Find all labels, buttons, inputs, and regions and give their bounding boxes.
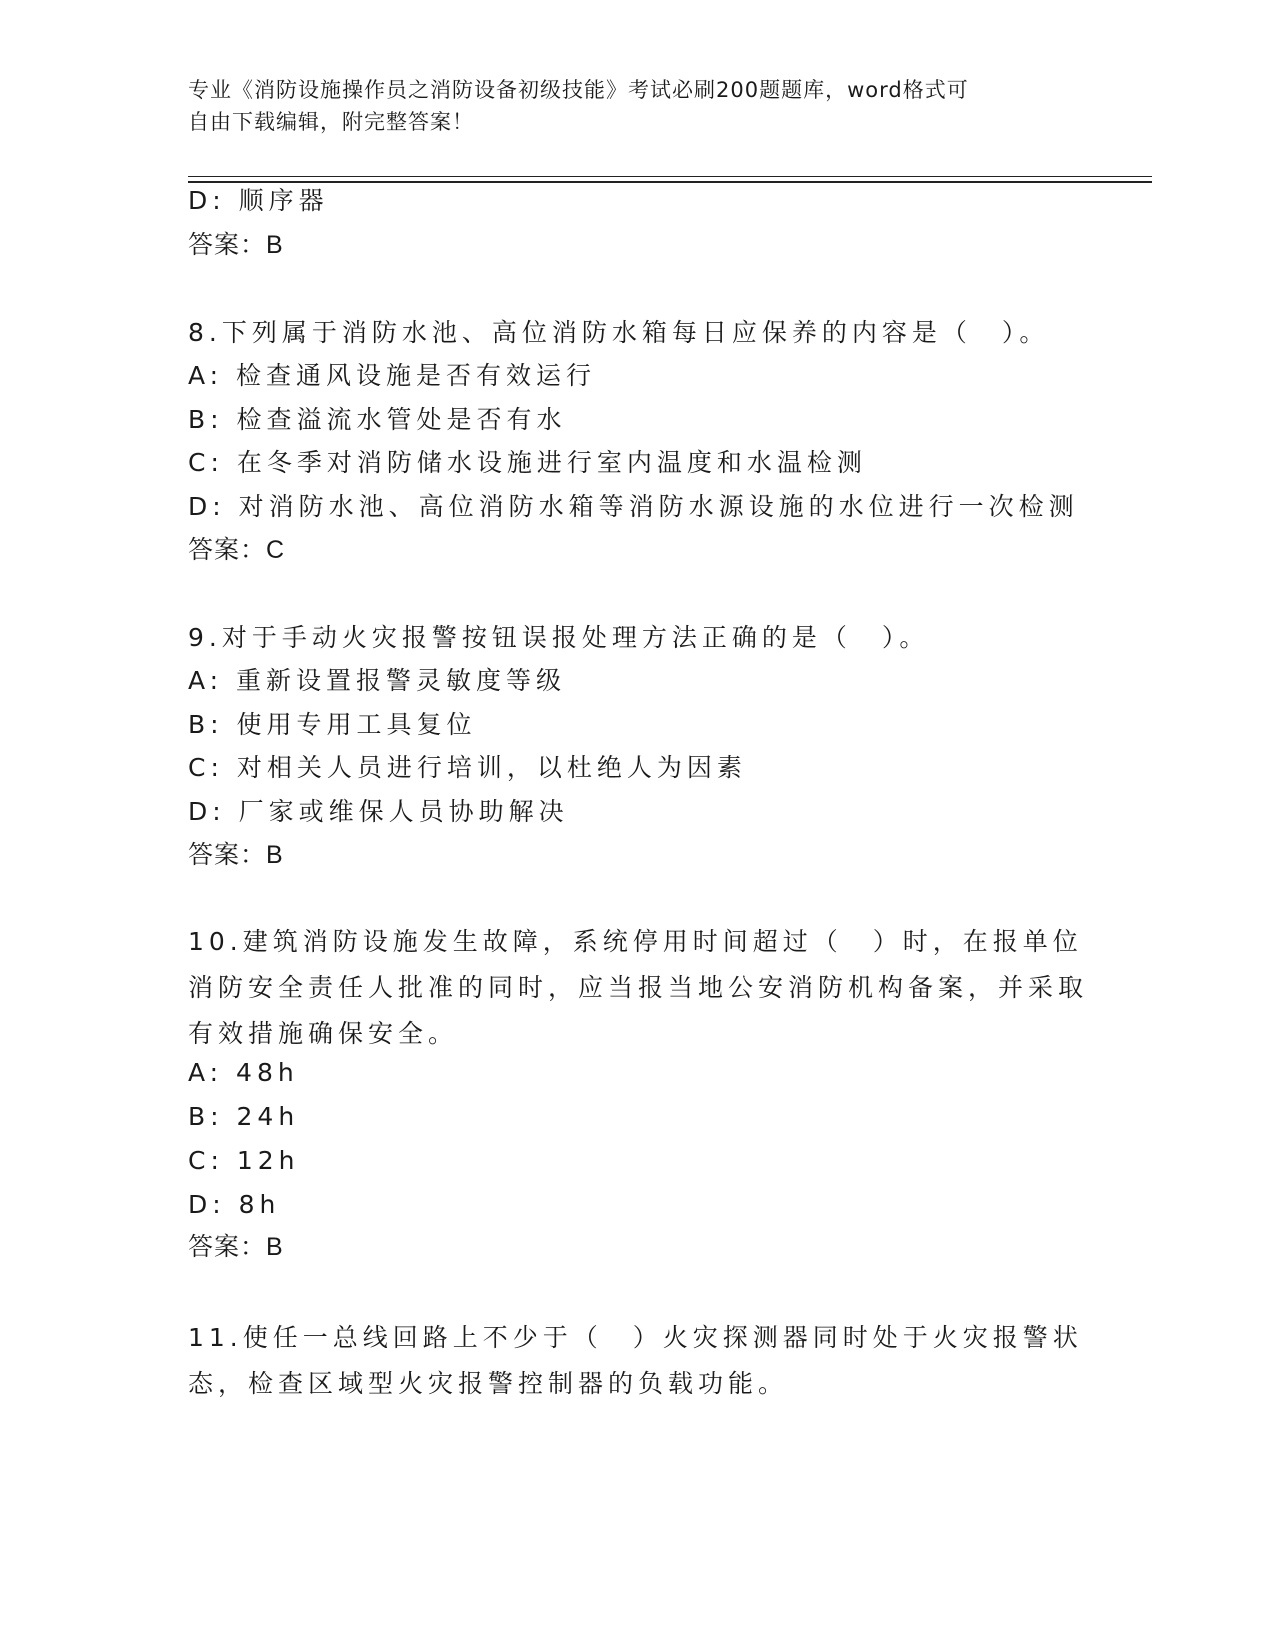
question-8-option-d: D: 对消防水池、高位消防水箱等消防水源设施的水位进行一次检测 — [188, 492, 1079, 521]
question-8-option-b: B: 检查溢流水管处是否有水 — [188, 405, 567, 434]
question-9-option-a: A: 重新设置报警灵敏度等级 — [188, 666, 567, 695]
header-divider-thin — [188, 176, 1152, 177]
question-8-option-a: A: 检查通风设施是否有效运行 — [188, 361, 597, 390]
question-9-option-d: D: 厂家或维保人员协助解决 — [188, 797, 569, 826]
question-11-stem: 11.使任一总线回路上不少于（ ）火灾探测器同时处于火灾报警状态，检查区域型火灾报警控制器的负载功能。 — [188, 1323, 1083, 1398]
prev-answer: 答案：B — [188, 231, 284, 259]
question-10-stem: 10.建筑消防设施发生故障，系统停用时间超过（ ）时，在报单位消防安全责任人批准的同时，应当报当地公安消防机构备案，并采取有效措施确保安全。 — [188, 927, 1089, 1048]
question-10-option-c: C: 12h — [188, 1146, 300, 1175]
question-10-option-b: B: 24h — [188, 1102, 300, 1131]
header-divider-thick — [188, 181, 1152, 183]
question-9-answer: 答案：B — [188, 841, 284, 869]
question-8-option-c: C: 在冬季对消防储水设施进行室内温度和水温检测 — [188, 448, 867, 477]
question-9-option-b: B: 使用专用工具复位 — [188, 710, 477, 739]
question-10-option-a: A: 48h — [188, 1058, 299, 1087]
question-10-option-d: D: 8h — [188, 1190, 281, 1219]
question-9-stem: 9.对于手动火灾报警按钮误报处理方法正确的是（ ）。 — [188, 623, 930, 652]
document-header: 专业《消防设施操作员之消防设备初级技能》考试必刷200题题库，word格式可 自由下载编辑，附完整答案！ — [188, 78, 969, 134]
question-10-answer: 答案：B — [188, 1233, 284, 1261]
prev-option-d: D: 顺序器 — [188, 186, 329, 215]
question-8-answer: 答案：C — [188, 536, 286, 564]
question-9-option-c: C: 对相关人员进行培训，以杜绝人为因素 — [188, 753, 747, 782]
question-8-stem: 8.下列属于消防水池、高位消防水箱每日应保养的内容是（ ）。 — [188, 318, 1050, 347]
